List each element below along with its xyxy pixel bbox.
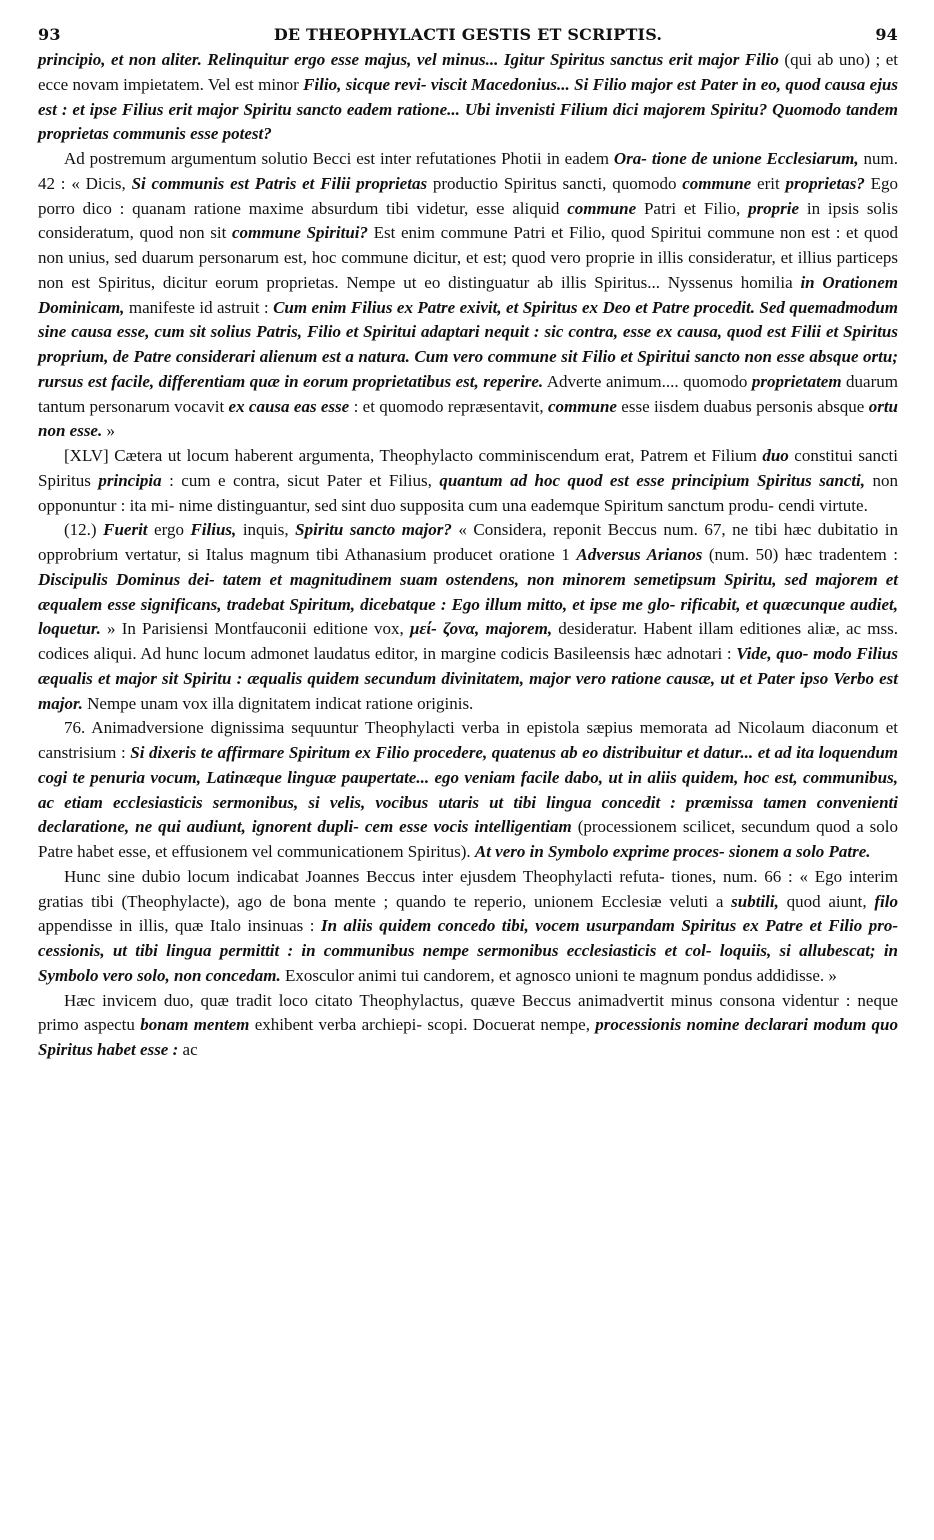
paragraph [38, 147, 898, 444]
italic-text-run: Discipulis Dominus dei- tatem et magnitudinem suam ostendens, non minorem semetipsum Spiritu, sed majorem et æqualem esse significans, tradebat Spiritum, dicebatque : Ego illum mitto, et ipse me glo- rificabit, et quæcunque audiet, loquetur. [38, 569, 898, 639]
text-run: Exosculor animi tui candorem, et agnosco unioni te magnum pondus addidisse. » [280, 965, 837, 985]
paragraph [38, 48, 898, 147]
text-run: desideratur. Habent illam editiones aliæ, ac mss. codices aliqui. Ad hunc locum admonet laudatus editor, in margine codicis Basileensis hæc adnotari : [38, 619, 898, 663]
italic-text-run: processionis nomine declarari modum quo Spiritus habet esse : [38, 1015, 898, 1059]
italic-text-run: proprie [748, 198, 800, 218]
italic-text-run: commune [682, 173, 752, 193]
text-run: « Considera, reponit Beccus num. 67, ne tibi hæc dubitatio in opprobrium vertatur, si Italus magnum tibi Athanasium producet oratione 1 [38, 520, 898, 564]
body-text [38, 48, 898, 1063]
text-run: in ipsis solis consideratum, quod non sit [38, 198, 898, 243]
paragraph [38, 518, 898, 716]
italic-text-run: commune [567, 198, 637, 218]
italic-text-run: Filio, sicque revi- viscit Macedonius... Si Filio major est Pater in eo, quod causa ejus est : et ipse Filius erit major Spiritu sancto eadem ratione... Ubi invenisti Filium dici majorem Spiritu? Quomodo tandem proprietas communis esse potest? [38, 74, 898, 144]
text-run: Ego porro dico : quanam ratione maxime absurdum tibi videtur, esse aliquid [38, 173, 899, 218]
text-run: non opponuntur : ita mi- nime distinguantur, sed sint duo supposita cum una eademque Spiritum sanctum produ- cendi virtute. [38, 470, 899, 515]
italic-text-run: principio, et non aliter. Relinquitur ergo esse majus, vel minus... Igitur Spiritus sanctus erit major Filio [38, 50, 779, 69]
italic-text-run: subtili, [731, 891, 779, 911]
italic-text-run: commune [548, 396, 617, 416]
text-run: erit [751, 173, 786, 193]
text-run: [XLV] Cætera ut locum haberent argumenta, Theophylacto comminiscendum erat, Patrem et Filium [64, 446, 763, 465]
italic-text-run: ortu non esse. [38, 396, 898, 441]
text-run: (processionem scilicet, secundum quod a solo Patre habet esse, et effusionem vel communicationem Spiritus). [38, 817, 898, 861]
text-run: inquis, [236, 520, 296, 540]
text-run: appendisse in illis, quæ Italo insinuas : [38, 916, 321, 936]
italic-text-run: Vide, quo- modo Filius æqualis et major sit Spiritu : æqualis quidem secundum divinitatem, major vero ratione causæ, ut et Pater ipso Verbo est major. [38, 644, 898, 713]
text-run: 76. Animadversione dignissima sequuntur Theophylacti verba in epistola sæpius memorata ad Nicolaum diaconum et canstrisium : [38, 718, 898, 762]
text-run: Hæc invicem duo, quæ tradit loco citato Theophylactus, quæve Beccus animadvertit minus consona videntur : neque primo aspectu [38, 990, 898, 1035]
running-header [38, 22, 898, 48]
italic-text-run: Spiritu sancto major? [295, 520, 452, 540]
text-run: productio Spiritus sancti, quomodo [427, 173, 683, 193]
text-run: : cum e contra, sicut Pater et Filius, [161, 470, 440, 490]
italic-text-run: Ora- tione de unione Ecclesiarum, [613, 149, 859, 168]
italic-text-run: Adversus Arianos [576, 545, 703, 564]
text-run: ac [178, 1040, 198, 1059]
text-run: Hunc sine dubio locum indicabat Joannes Beccus inter ejusdem Theophylacti refuta- tiones, num. 66 : « Ego interim gratias tibi (Theophylacte), ago de bona mente ; quando te reperio, unionem Ecclesiæ veluti a [38, 866, 898, 911]
text-run: num. 42 : « Dicis, [38, 149, 898, 193]
text-run: : et quomodo repræsentavit, [349, 396, 548, 416]
text-run: (qui ab uno) ; et ecce novam impietatem. Vel est minor [38, 50, 898, 94]
text-run: ergo [147, 520, 191, 540]
text-run: constitui sancti Spiritus [38, 446, 898, 490]
text-run: (12.) [64, 520, 104, 540]
italic-text-run: At vero in Symbolo exprime proces- sionem a solo Patre. [474, 842, 871, 861]
paragraph [38, 716, 898, 865]
italic-text-run: In aliis quidem concedo tibi, vocem usurpandam Spiritus ex Patre et Filio pro- cessionis, ut tibi lingua permittit : in communibus nempe sermonibus ecclesiasticis et col- loquiis, si allubescat; in Symbolo vero solo, non concedam. [38, 916, 899, 985]
italic-text-run: duo [762, 446, 789, 465]
italic-text-run: Si communis est Patris et Filii proprietas [131, 173, 428, 193]
text-run: Nempe unam vox illa dignitatem indicat ratione originis. [82, 693, 474, 713]
page-number-left: 93 [38, 25, 61, 44]
paragraph [38, 865, 898, 989]
paragraph [38, 989, 898, 1063]
italic-text-run: proprietatem [751, 371, 842, 391]
italic-text-run: Cum enim Filius ex Patre exivit, et Spiritus ex Deo et Patre procedit. Sed quemadmodum sine causa esse, cum sit solius Patris, Filio et Spiritui adaptari nequit : sic contra, esse ex causa, quod est Filii et Spiritus proprium, de Patre considerari alienum est a natura. Cum vero commune sit Filio et Spiritui sancto non esse absque ortu; rursus est facile, differentiam quæ in eorum proprietatibus est, reperire. [38, 297, 898, 391]
italic-text-run: quantum ad hoc quod est esse principium Spiritus sancti, [439, 470, 866, 490]
italic-text-run: μεί- ζονα, majorem, [409, 619, 553, 639]
italic-text-run: filo [874, 891, 898, 911]
italic-text-run: Fuerit [103, 520, 148, 540]
text-run: (num. 50) hæc tradentem : [702, 545, 898, 564]
italic-text-run: Si dixeris te affirmare Spiritum ex Filio procedere, quatenus ab eo distribuitur et datur... et ad ita loquendum cogi te penuria vocum, Latinæque linguæ paupertate... ego veniam facile dabo, ut in aliis quidem, hoc est, communibus, ac etiam ecclesiasticis sermonibus, si velis, vocibus utaris ut tibi lingua concedit : præmissa tamen convenienti declaratione, ne qui audiunt, ignorent dupli- cem esse vocis intelligentiam [38, 743, 898, 837]
italic-text-run: in Orationem Dominicam, [38, 272, 898, 317]
text-run: Adverte animum.... quomodo [543, 371, 752, 391]
text-run: Patri et Filio, [636, 198, 749, 218]
text-run: » In Parisiensi Montfauconii editione vox, [100, 619, 410, 639]
text-run: quod aiunt, [778, 891, 875, 911]
italic-text-run: ex causa eas esse [228, 396, 350, 416]
text-run: » [102, 421, 115, 441]
italic-text-run: principia [98, 470, 162, 490]
text-run: Ad postremum argumentum solutio Becci est inter refutationes Photii in eadem [64, 149, 614, 168]
text-run: duarum tantum personarum vocavit [38, 371, 898, 416]
italic-text-run: proprietas? [785, 173, 865, 193]
running-title: DE THEOPHYLACTI GESTIS ET SCRIPTIS. [273, 25, 663, 44]
italic-text-run: Filius, [190, 520, 237, 540]
text-run: manifeste id astruit : [124, 297, 274, 317]
text-run: esse iisdem duabus personis absque [616, 396, 869, 416]
text-run: Est enim commune Patri et Filio, quod Spiritui commune non est : et quod non unius, sed duarum personarum est, hoc commune dicitur, et est; quod vero proprie in illis consideratur, et illius particeps non est Spiritus, dicitur eorum proprietas. Nempe ut eo distinguatur ab illis Spiritus... Nyssenus homilia [38, 223, 898, 292]
paragraph [38, 444, 898, 518]
page-number-right: 94 [875, 25, 898, 44]
italic-text-run: commune Spiritui? [231, 223, 368, 243]
text-run: exhibent verba archiepi- scopi. Docuerat nempe, [249, 1015, 596, 1035]
italic-text-run: bonam mentem [140, 1015, 250, 1035]
